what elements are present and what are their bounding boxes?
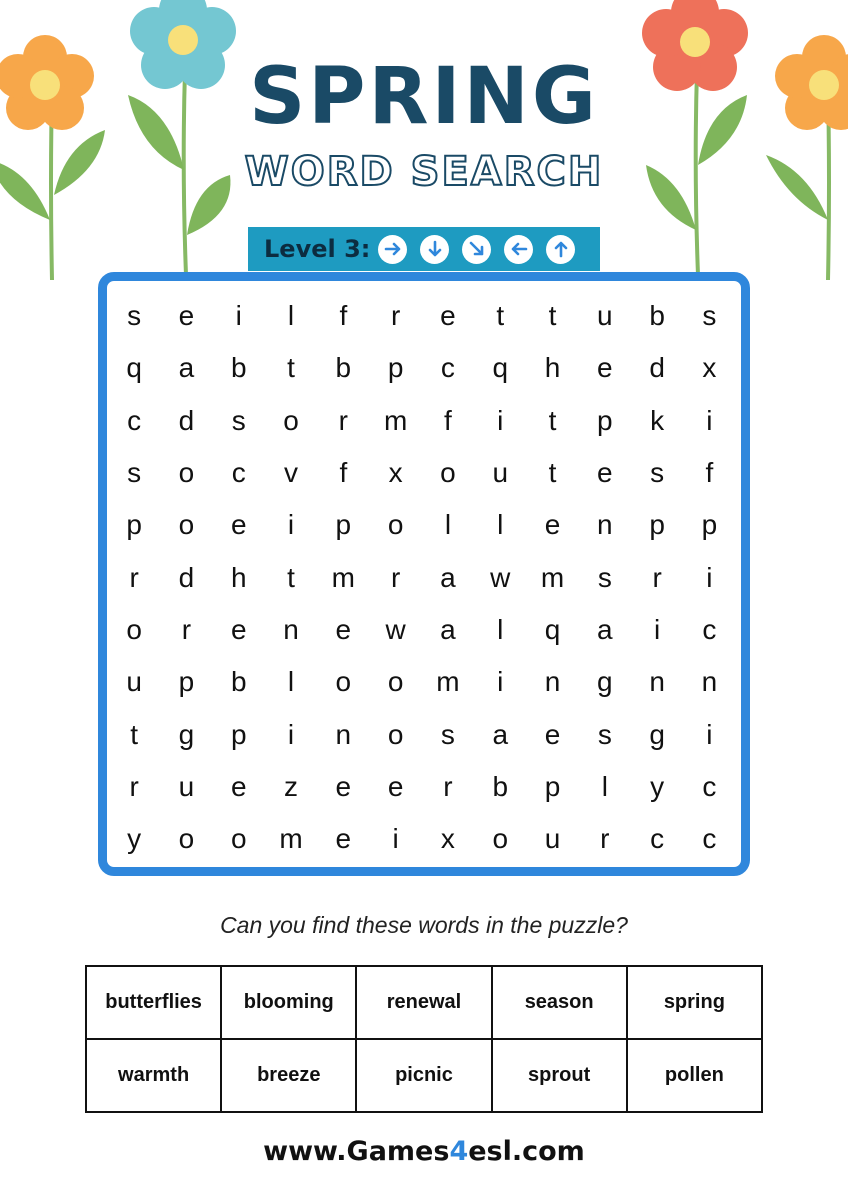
grid-cell[interactable]: o — [178, 457, 195, 489]
instructions: Can you find these words in the puzzle? — [220, 912, 628, 938]
grid-cell[interactable]: u — [492, 457, 509, 489]
word-cell: picnic — [356, 1039, 491, 1112]
grid-cell[interactable]: s — [127, 457, 142, 489]
grid-cell[interactable]: f — [339, 457, 348, 489]
grid-cell[interactable]: p — [544, 770, 561, 802]
level-bar — [248, 227, 600, 271]
grid-cell[interactable]: d — [649, 352, 665, 384]
url-suffix: esl.com — [468, 1136, 585, 1167]
grid-cell[interactable]: l — [287, 300, 295, 332]
word-cell: warmth — [86, 1039, 221, 1112]
grid-cell[interactable]: t — [287, 352, 295, 384]
grid-cell[interactable]: h — [230, 561, 247, 593]
blue-flower-left-icon — [120, 0, 260, 280]
grid-cell[interactable]: l — [497, 613, 504, 645]
grid-cell[interactable]: m — [279, 823, 303, 855]
word-cell: season — [492, 966, 627, 1039]
grid-cell[interactable]: p — [387, 352, 404, 384]
grid-cell[interactable]: i — [706, 404, 713, 436]
grid-cell[interactable]: l — [601, 770, 608, 802]
grid-cell[interactable]: h — [544, 352, 561, 384]
grid-cell[interactable]: i — [287, 509, 295, 541]
grid-cell[interactable]: p — [597, 404, 613, 436]
grid-cell[interactable]: e — [440, 300, 456, 332]
grid-cell[interactable]: b — [335, 352, 352, 384]
grid-cell[interactable]: m — [436, 666, 460, 698]
word-cell: breeze — [221, 1039, 356, 1112]
grid-cell[interactable]: q — [126, 352, 142, 384]
grid-cell[interactable]: u — [544, 823, 561, 855]
grid-cell[interactable]: i — [497, 666, 504, 698]
grid-cell[interactable]: e — [597, 352, 613, 384]
letter-grid — [108, 290, 736, 865]
page-subtitle: WORD SEARCH — [244, 149, 604, 195]
grid-cell[interactable]: g — [649, 718, 665, 750]
grid-cell[interactable]: e — [335, 770, 352, 802]
grid-cell[interactable]: e — [597, 457, 613, 489]
grid-cell[interactable]: a — [440, 613, 456, 645]
grid-cell[interactable]: e — [387, 770, 404, 802]
grid-cell[interactable]: f — [444, 404, 452, 436]
grid-cell[interactable]: p — [649, 509, 665, 541]
grid-cell[interactable]: r — [390, 300, 401, 332]
grid-cell[interactable]: u — [597, 300, 613, 332]
grid-cell[interactable]: o — [387, 509, 404, 541]
down-arrow-icon — [420, 235, 449, 264]
grid-cell[interactable]: b — [230, 666, 247, 698]
grid-cell[interactable]: a — [597, 613, 613, 645]
grid-cell[interactable]: i — [654, 613, 661, 645]
grid-cell[interactable]: n — [544, 666, 561, 698]
grid-cell[interactable]: t — [496, 300, 505, 332]
grid-cell[interactable]: c — [231, 457, 246, 489]
grid-cell[interactable]: n — [335, 718, 352, 750]
grid-cell[interactable]: p — [335, 509, 352, 541]
grid-cell[interactable]: o — [230, 823, 247, 855]
grid-cell[interactable]: r — [443, 770, 453, 802]
level-label: Level 3: — [264, 235, 371, 263]
grid-cell[interactable]: m — [540, 561, 565, 593]
grid-cell[interactable]: s — [597, 718, 612, 750]
grid-cell[interactable]: y — [650, 770, 665, 802]
grid-cell[interactable]: c — [127, 404, 142, 436]
grid-cell[interactable]: n — [701, 666, 718, 698]
grid-cell[interactable]: u — [126, 666, 142, 698]
grid-cell[interactable]: a — [178, 352, 195, 384]
grid-cell[interactable]: o — [387, 718, 404, 750]
word-cell: blooming — [221, 966, 356, 1039]
grid-cell[interactable]: i — [392, 823, 399, 855]
grid-cell[interactable]: e — [230, 613, 247, 645]
website-url — [0, 1136, 848, 1167]
grid-cell[interactable]: c — [702, 770, 717, 802]
url-accent: 4 — [449, 1136, 469, 1167]
grid-cell[interactable]: s — [127, 300, 142, 332]
grid-cell[interactable]: t — [548, 457, 557, 489]
grid-cell[interactable]: t — [548, 404, 557, 436]
grid-cell[interactable]: r — [129, 770, 139, 802]
right-arrow-icon — [378, 235, 407, 264]
grid-cell[interactable]: o — [387, 666, 404, 698]
grid-cell[interactable]: r — [338, 404, 348, 436]
grid-cell[interactable]: s — [440, 718, 455, 750]
grid-cell[interactable]: s — [702, 300, 717, 332]
grid-cell[interactable]: c — [650, 823, 665, 855]
grid-cell[interactable]: o — [440, 457, 456, 489]
grid-cell[interactable]: o — [335, 666, 352, 698]
grid-cell[interactable]: r — [129, 561, 139, 593]
grid-cell[interactable]: p — [701, 509, 718, 541]
word-list-table — [85, 965, 763, 1113]
grid-cell[interactable]: t — [287, 561, 295, 593]
grid-cell[interactable]: i — [497, 404, 504, 436]
grid-cell[interactable]: c — [702, 613, 717, 645]
down-right-arrow-icon — [462, 235, 491, 264]
grid-cell[interactable]: b — [492, 770, 509, 802]
grid-cell[interactable]: u — [178, 770, 195, 802]
word-cell: butterflies — [86, 966, 221, 1039]
grid-cell[interactable]: e — [335, 613, 352, 645]
grid-cell[interactable]: e — [544, 509, 561, 541]
grid-cell[interactable]: e — [544, 718, 561, 750]
grid-cell[interactable]: b — [230, 352, 247, 384]
grid-cell[interactable]: n — [283, 613, 299, 645]
grid-cell[interactable]: t — [548, 300, 557, 332]
grid-cell[interactable]: n — [649, 666, 665, 698]
grid-cell[interactable]: y — [127, 823, 142, 855]
word-cell: renewal — [356, 966, 491, 1039]
grid-cell[interactable]: i — [706, 718, 713, 750]
grid-cell[interactable]: d — [178, 404, 195, 436]
grid-cell[interactable]: g — [597, 666, 613, 698]
grid-cell[interactable]: a — [492, 718, 509, 750]
grid-cell[interactable]: n — [597, 509, 613, 541]
grid-cell[interactable]: l — [287, 666, 295, 698]
grid-cell[interactable]: m — [383, 404, 408, 436]
grid-cell[interactable]: b — [649, 300, 665, 332]
grid-cell[interactable]: a — [440, 561, 456, 593]
word-row — [86, 966, 762, 1039]
grid-cell[interactable]: d — [178, 561, 195, 593]
up-arrow-icon — [546, 235, 575, 264]
grid-cell[interactable]: r — [181, 613, 192, 645]
grid-cell[interactable]: p — [178, 666, 195, 698]
grid-cell[interactable]: e — [178, 300, 195, 332]
grid-cell[interactable]: w — [490, 561, 511, 593]
grid-cell[interactable]: r — [390, 561, 401, 593]
grid-cell[interactable]: r — [652, 561, 662, 593]
grid-cell[interactable]: l — [444, 509, 452, 541]
grid-cell[interactable]: c — [702, 823, 717, 855]
grid-cell[interactable]: o — [492, 823, 509, 855]
word-row — [86, 1039, 762, 1112]
grid-cell[interactable]: g — [178, 718, 195, 750]
word-cell: sprout — [492, 1039, 627, 1112]
word-cell: spring — [627, 966, 762, 1039]
grid-cell[interactable]: x — [702, 352, 717, 384]
url-prefix: www.Games — [263, 1136, 450, 1167]
grid-cell[interactable]: v — [284, 457, 299, 489]
grid-cell[interactable]: l — [497, 509, 504, 541]
grid-cell[interactable]: o — [126, 613, 142, 645]
grid-cell[interactable]: x — [440, 823, 455, 855]
grid-cell[interactable]: i — [287, 718, 295, 750]
grid-cell[interactable]: x — [388, 457, 403, 489]
grid-cell[interactable]: f — [705, 457, 714, 489]
grid-cell[interactable]: e — [230, 509, 247, 541]
grid-cell[interactable]: k — [650, 404, 665, 436]
word-cell: pollen — [627, 1039, 762, 1112]
grid-cell[interactable]: r — [600, 823, 610, 855]
grid-cell[interactable]: f — [339, 300, 348, 332]
grid-cell[interactable]: p — [126, 509, 142, 541]
grid-cell[interactable]: m — [331, 561, 355, 593]
grid-cell[interactable]: t — [130, 718, 139, 750]
grid-cell[interactable]: p — [230, 718, 247, 750]
red-flower-right-icon — [632, 0, 772, 280]
grid-cell[interactable]: o — [283, 404, 299, 436]
grid-cell[interactable]: s — [231, 404, 246, 436]
grid-cell[interactable]: o — [178, 823, 195, 855]
page-title: SPRING — [249, 52, 599, 142]
grid-cell[interactable]: s — [597, 561, 612, 593]
grid-cell[interactable]: i — [235, 300, 242, 332]
grid-cell[interactable]: e — [335, 823, 352, 855]
grid-cell[interactable]: z — [284, 770, 299, 802]
grid-cell[interactable]: s — [650, 457, 665, 489]
grid-cell[interactable]: o — [178, 509, 195, 541]
grid-cell[interactable]: c — [440, 352, 455, 384]
grid-cell[interactable]: q — [492, 352, 509, 384]
grid-cell[interactable]: e — [230, 770, 247, 802]
grid-cell[interactable]: i — [706, 561, 713, 593]
grid-cell[interactable]: w — [385, 613, 406, 645]
grid-cell[interactable]: q — [544, 613, 561, 645]
left-arrow-icon — [504, 235, 533, 264]
